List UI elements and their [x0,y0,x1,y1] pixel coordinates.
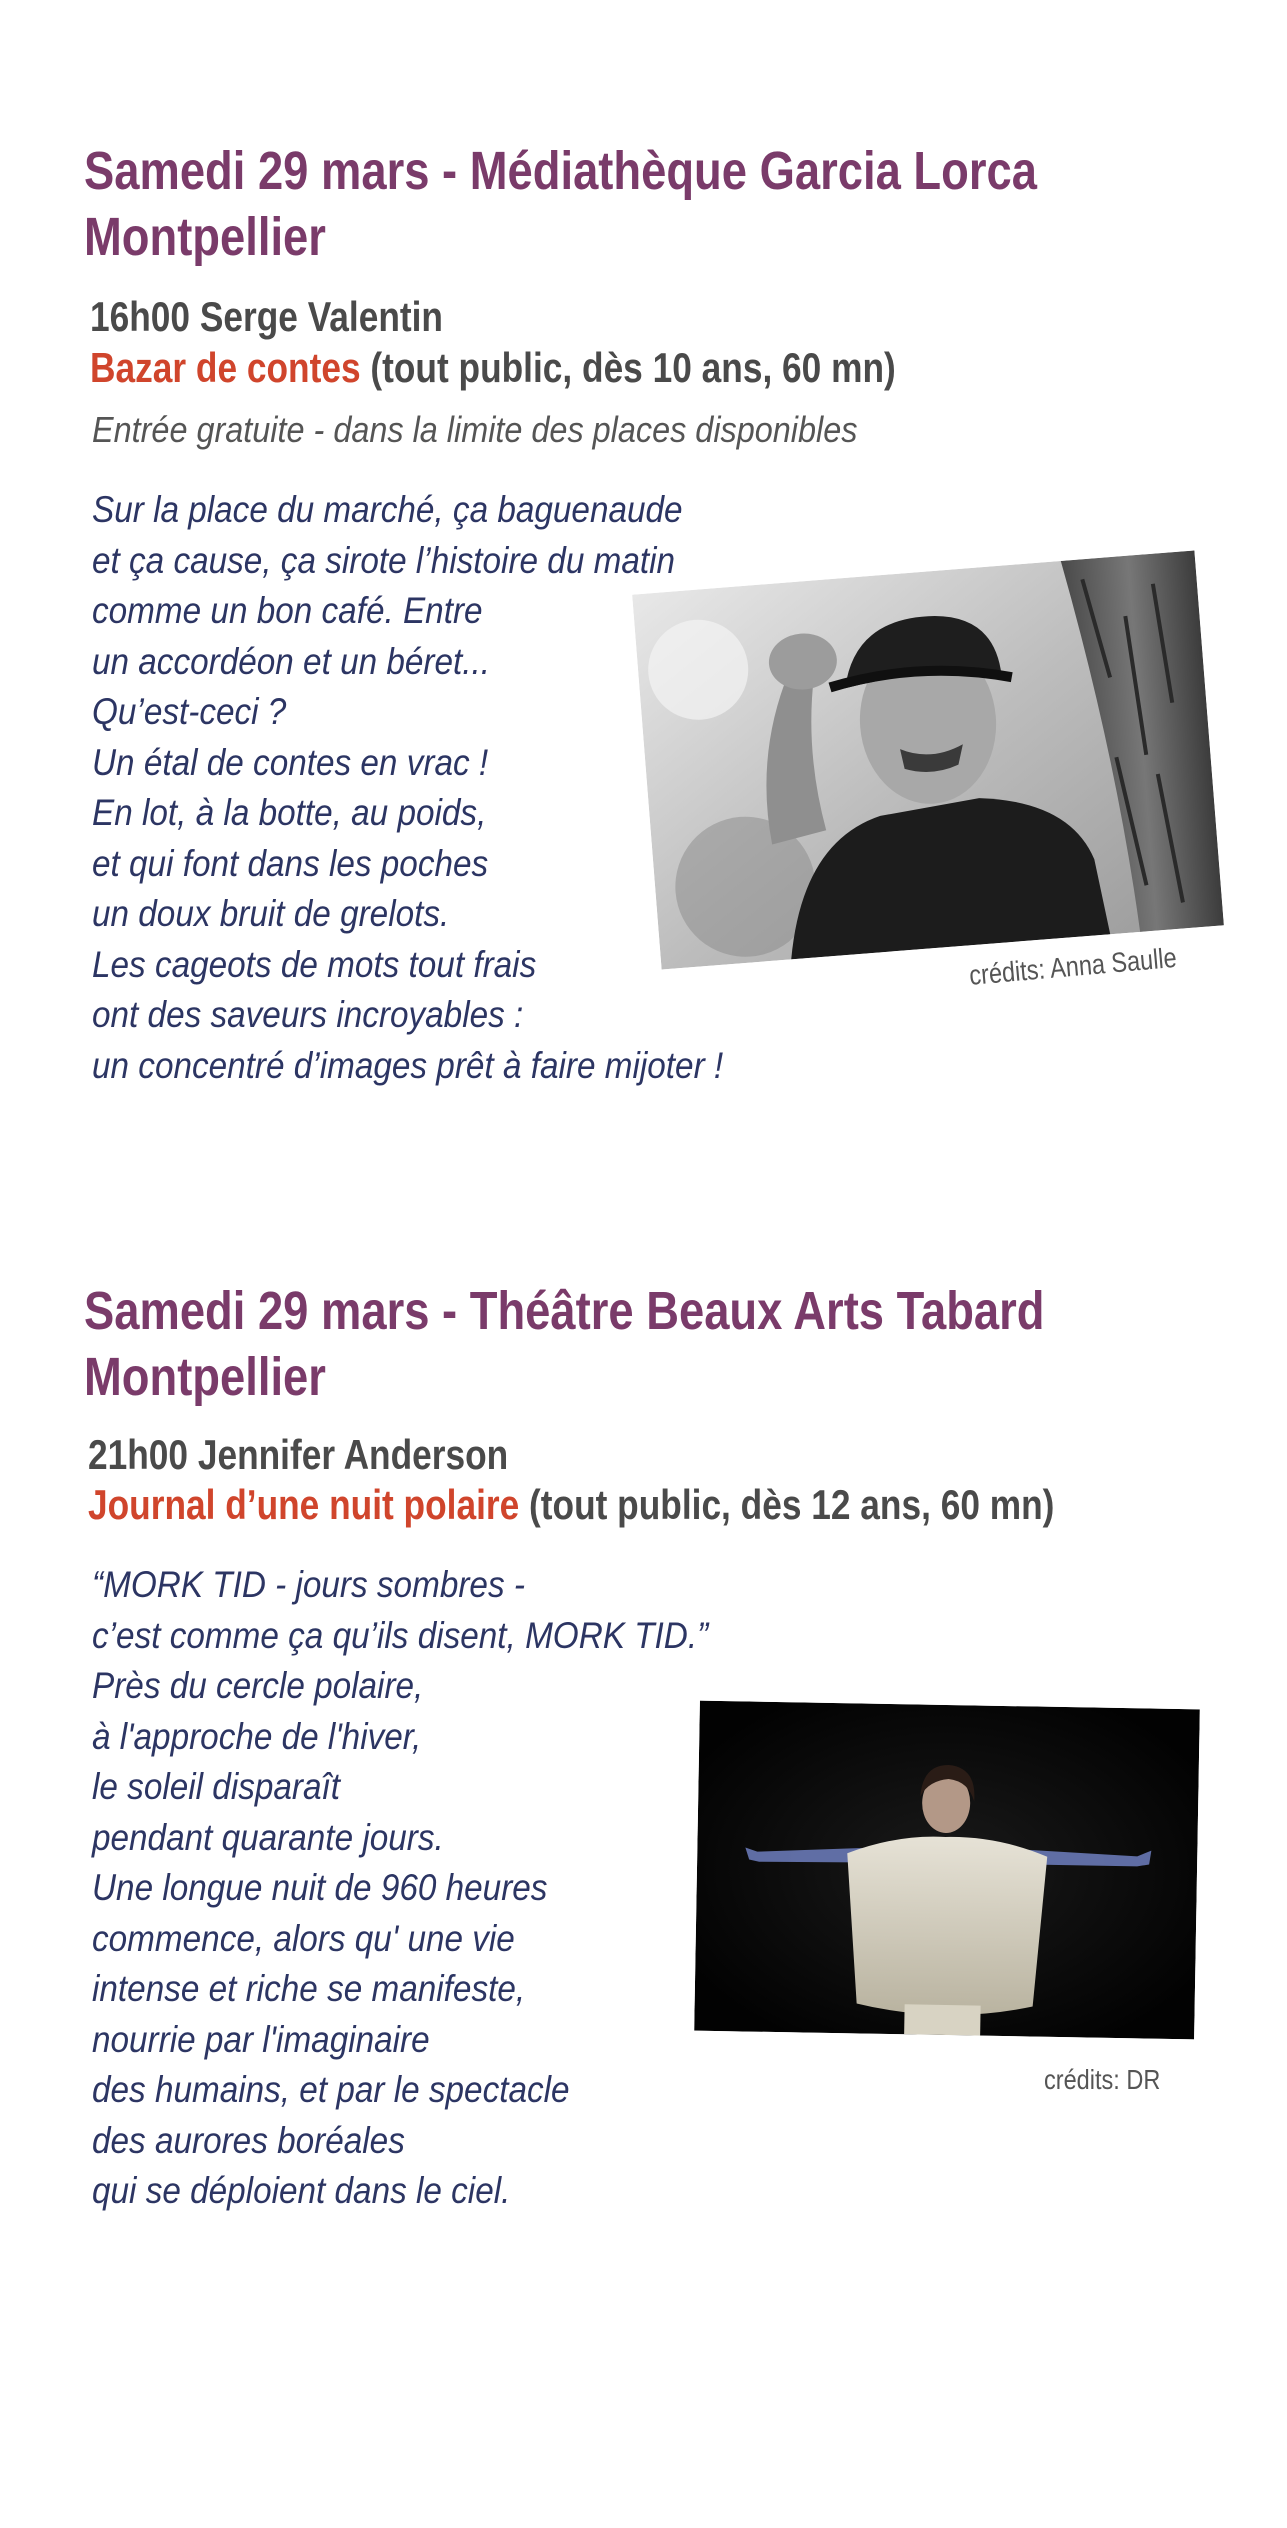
poem-line: Un étal de contes en vrac ! [92,741,489,783]
poem-line: Qu’est-ceci ? [92,691,287,732]
poem-line: des humains, et par le spectacle [92,2069,570,2110]
artist-photo [632,550,1224,969]
photo-credit: crédits: DR [1044,2064,1161,2095]
photo-credit: crédits: Anna Saulle [968,941,1178,991]
poem-line: comme un bon café. Entre [92,590,483,631]
poem-line: Une longue nuit de 960 heures [92,1867,548,1908]
poem-line: des aurores boréales [92,2119,405,2161]
poem-line: et ça cause, ça sirote l’histoire du matin [92,539,676,581]
poem-line: En lot, à la botte, au poids, [92,792,487,833]
entry-note: Entrée gratuite - dans la limite des places disponibles [92,409,858,450]
event-title-line2: Montpellier [84,207,326,267]
poem [92,1560,708,2217]
show-details: (tout public, dès 12 ans, 60 mn) [519,1481,1055,1528]
event-title [84,138,1037,270]
show-line [90,343,896,393]
show-title: Journal d’une nuit polaire [88,1481,520,1528]
time-artist: 21h00 Jennifer Anderson [88,1431,509,1478]
poem-line: commence, alors qu' une vie [92,1917,515,1959]
show-line [88,1480,1054,1530]
poem-line: Les cageots de mots tout frais [92,943,537,985]
performer-photo [694,1701,1200,2040]
show-title: Bazar de contes [90,344,361,391]
poem-line: nourrie par l'imaginaire [92,2018,430,2060]
poem-line: un concentré d’images prêt à faire mijoter ! [92,1044,724,1086]
poem-line: un accordéon et un béret... [92,640,491,682]
event-title-line1: Samedi 29 mars - Médiathèque Garcia Lorca [84,141,1037,201]
poem-line: “MORK TID - jours sombres - [92,1564,525,1605]
poem-line: le soleil disparaît [92,1766,341,1807]
poem-line: à l'approche de l'hiver, [92,1715,422,1757]
poem-line: et qui font dans les poches [92,842,489,884]
poem-line: intense et riche se manifeste, [92,1968,526,2009]
event-title [84,1278,1045,1410]
time-artist: 16h00 Serge Valentin [90,293,443,340]
poem-line: pendant quarante jours. [92,1816,444,1858]
poem-line: un doux bruit de grelots. [92,893,450,934]
event-title-line2: Montpellier [84,1347,326,1407]
event-title-line1: Samedi 29 mars - Théâtre Beaux Arts Tabard [84,1281,1045,1341]
poem-line: Sur la place du marché, ça baguenaude [92,489,683,530]
show-details: (tout public, dès 10 ans, 60 mn) [360,344,896,391]
poem-line: qui se déploient dans le ciel. [92,2170,511,2211]
poem [92,485,723,1091]
poem-line: c’est comme ça qu’ils disent, MORK TID.” [92,1614,709,1656]
poem-line: Près du cercle polaire, [92,1665,424,1706]
poem-line: ont des saveurs incroyables : [92,994,524,1035]
